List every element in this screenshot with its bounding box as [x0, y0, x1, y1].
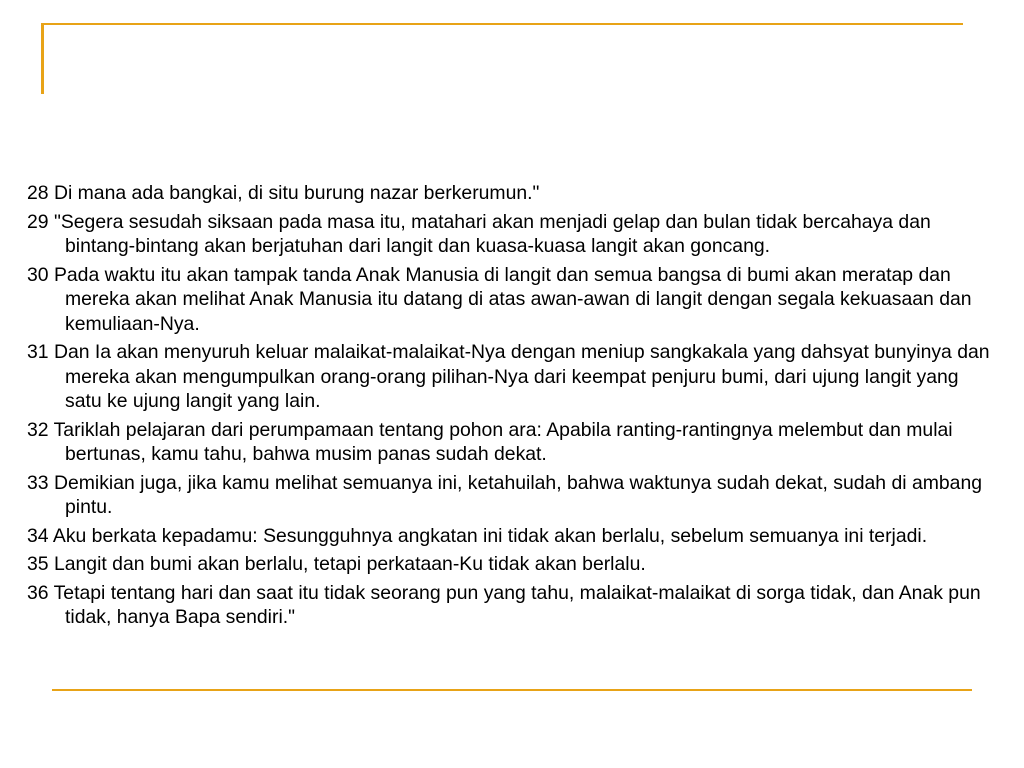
verse-32: 32 Tariklah pelajaran dari perumpamaan tentang pohon ara: Apabila ranting-rantingnya melembut dan mulai bertunas, kamu tahu, bahwa musim panas sudah dekat. [27, 418, 953, 465]
verse-33: 33 Demikian juga, jika kamu melihat semuanya ini, ketahuilah, bahwa waktunya sudah dekat, sudah di ambang pintu. [27, 471, 983, 518]
verse-29: 29 "Segera sesudah siksaan pada masa itu, matahari akan menjadi gelap dan bulan tidak bercahaya dan bintang-bintang akan berjatuhan dari langit dan kuasa-kuasa langit akan goncang. [27, 210, 931, 257]
verse-35: 35 Langit dan bumi akan berlalu, tetapi perkataan-Ku tidak akan berlalu. [27, 553, 646, 575]
verse-31: 31 Dan Ia akan menyuruh keluar malaikat-malaikat-Nya dengan meniup sangkakala yang dahsyat bunyinya dan mereka akan mengumpulkan orang-orang pilihan-Nya dari keempat penjuru bumi, dari ujung langit yang satu ke ujung langit yang lain. [27, 341, 990, 412]
bottom-accent-line [52, 689, 972, 691]
top-accent-line [41, 23, 963, 25]
verse-28: 28 Di mana ada bangkai, di situ burung nazar berkerumun." [27, 182, 540, 204]
verse-30: 30 Pada waktu itu akan tampak tanda Anak Manusia di langit dan semua bangsa di bumi akan meratap dan mereka akan melihat Anak Manusia itu datang di atas awan-awan di langit dengan segala kekuasaan dan kemuliaan-Nya. [27, 263, 972, 335]
verse-36: 36 Tetapi tentang hari dan saat itu tidak seorang pun yang tahu, malaikat-malaikat di sorga tidak, dan Anak pun tidak, hanya Bapa sendiri." [27, 581, 981, 628]
left-accent-line [41, 23, 44, 94]
verse-34: 34 Aku berkata kepadamu: Sesungguhnya angkatan ini tidak akan berlalu, sebelum semuanya ini terjadi. [27, 524, 928, 547]
verse-list [27, 181, 997, 634]
